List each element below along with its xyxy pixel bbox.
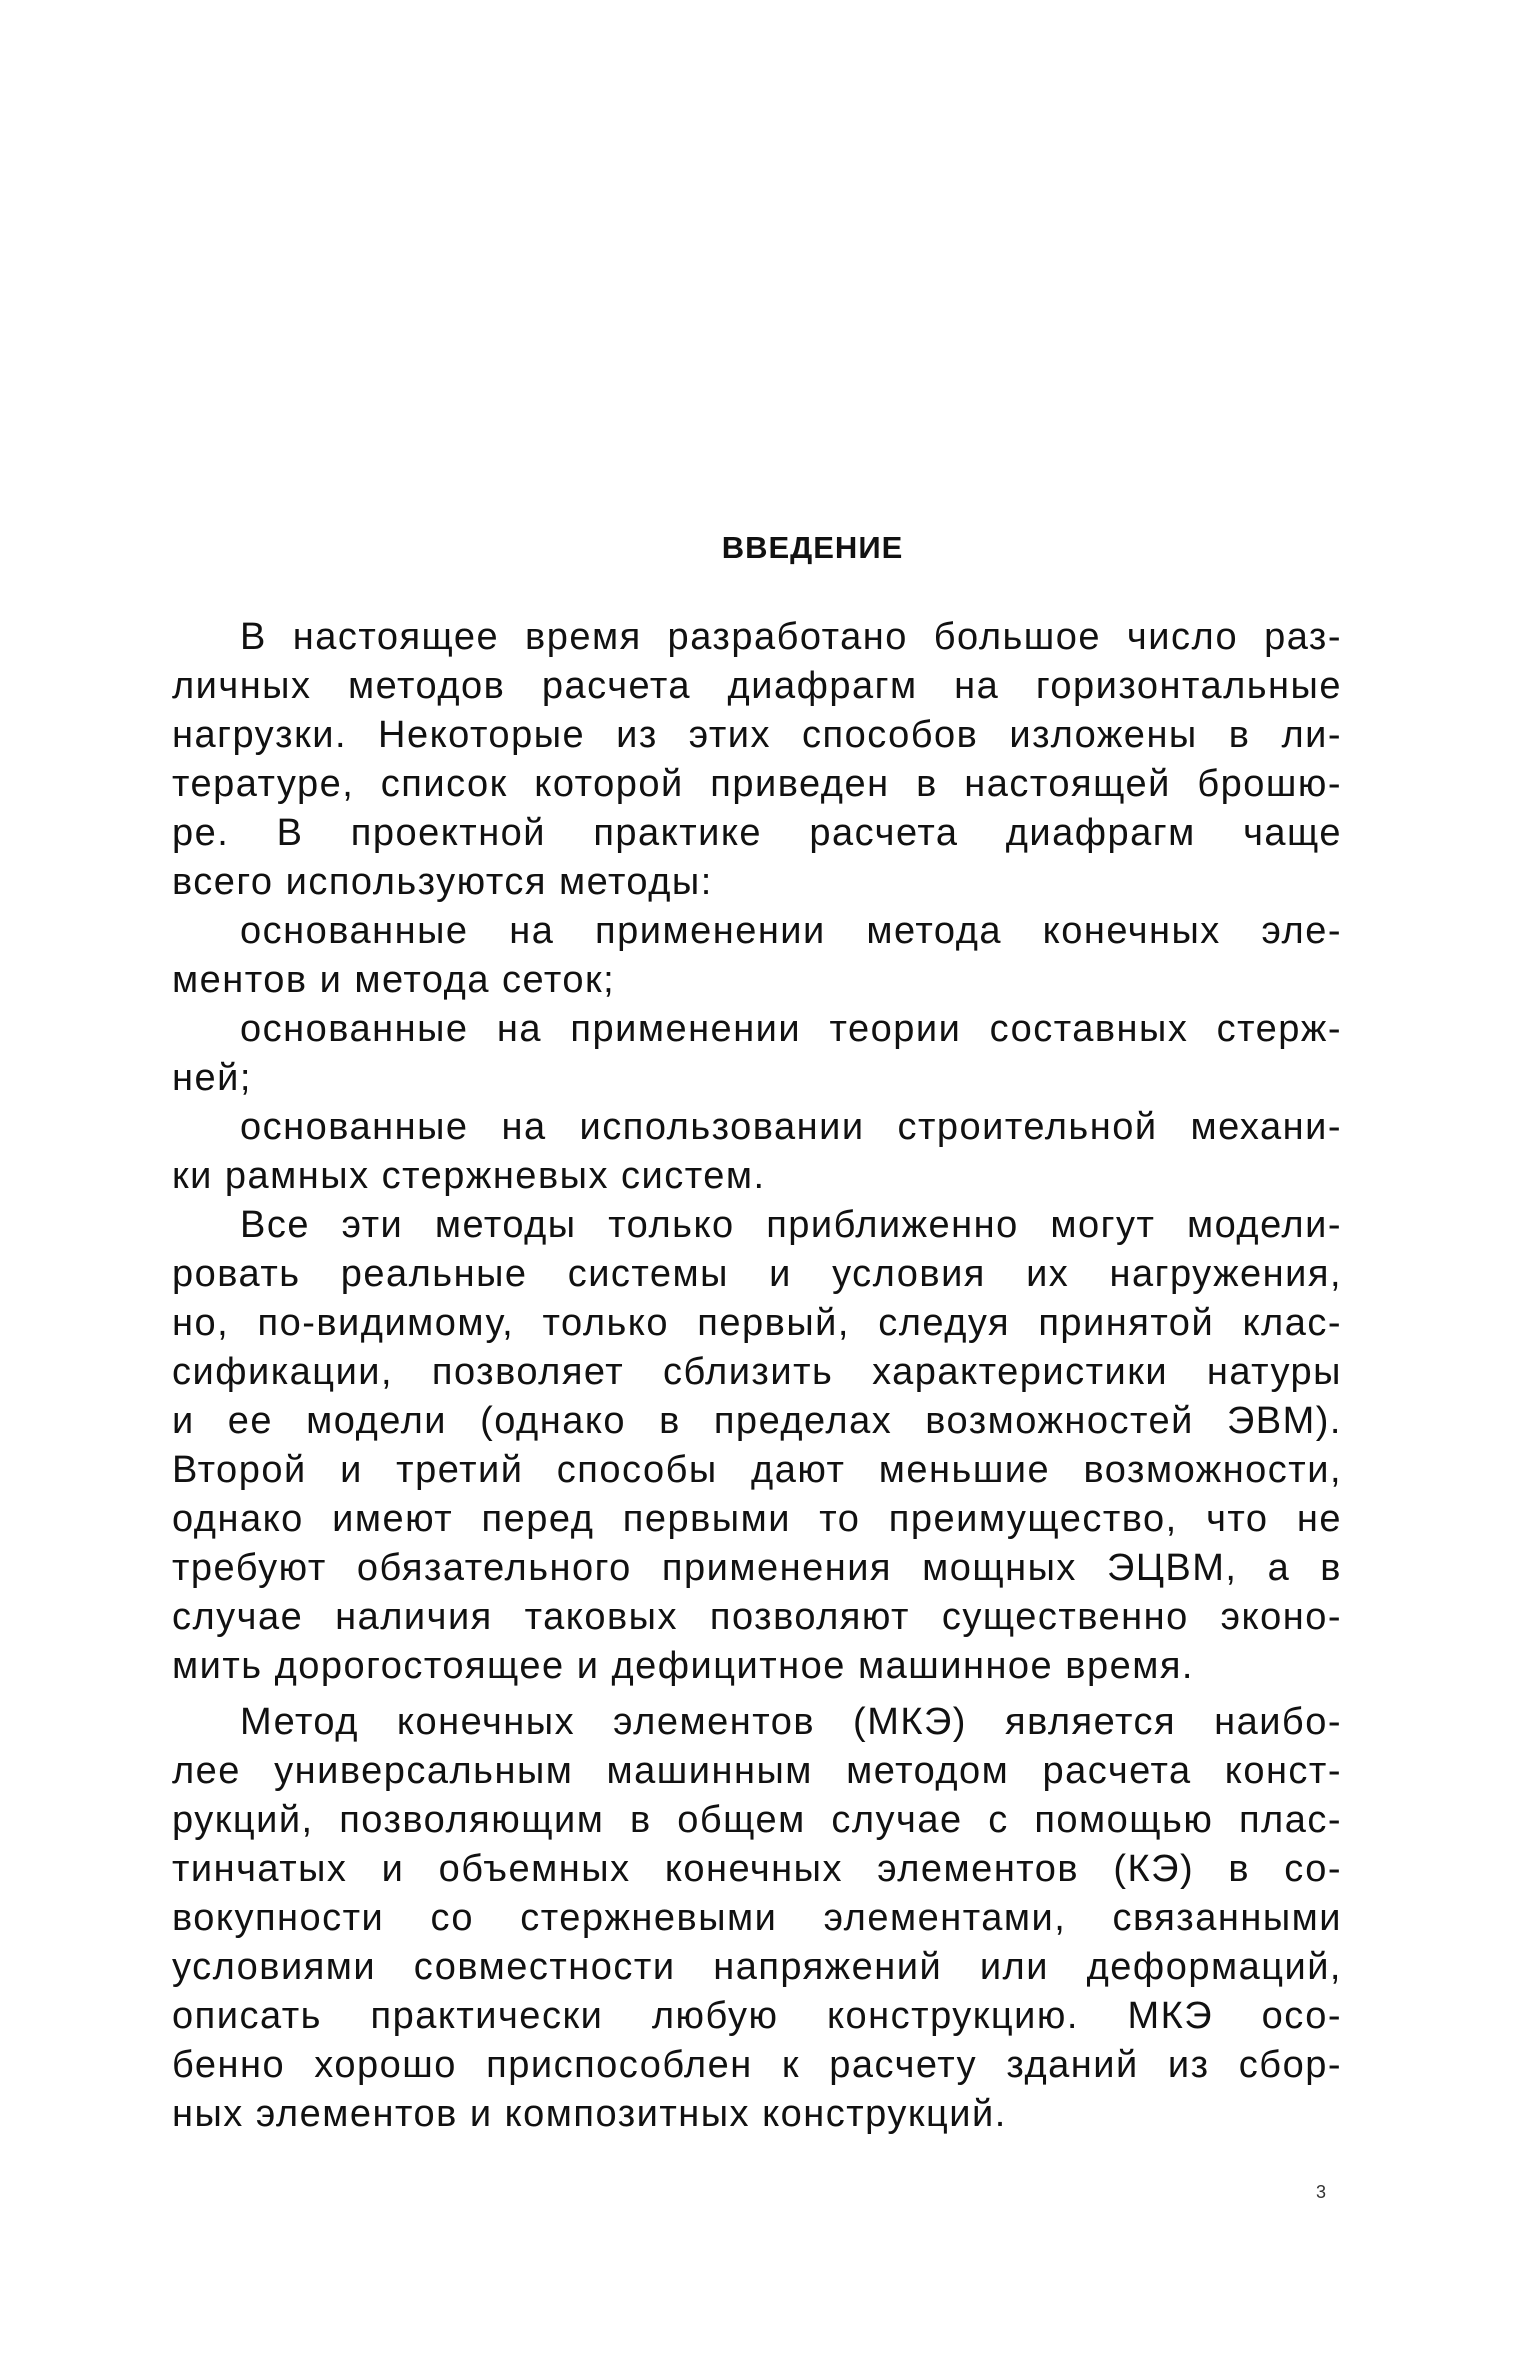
paragraph-line: всего используются методы:: [172, 861, 713, 903]
list-item-line: основанные на использовании строительной механи-: [240, 1106, 1342, 1148]
paragraph-line: случае наличия таковых позволяют существенно эконо-: [172, 1596, 1342, 1638]
paragraph-line: ровать реальные системы и условия их нагружения,: [172, 1253, 1342, 1295]
list-item-line: ки рамных стержневых систем.: [172, 1155, 766, 1197]
paragraph-line: описать практически любую конструкцию. МКЭ осо-: [172, 1995, 1342, 2037]
paragraph-line: Второй и третий способы дают меньшие возможности,: [172, 1449, 1342, 1491]
paragraph-line: бенно хорошо приспособлен к расчету зданий из сбор-: [172, 2044, 1342, 2086]
paragraph-line: В настоящее время разработано большое число раз-: [240, 616, 1342, 658]
paragraph-line: ре. В проектной практике расчета диафрагм чаще: [172, 812, 1342, 854]
page-title: ВВЕДЕНИЕ: [721, 530, 904, 565]
paragraph-line: рукций, позволяющим в общем случае с помощью плас-: [172, 1799, 1342, 1841]
list-item-line: основанные на применении теории составных стерж-: [240, 1008, 1342, 1050]
paragraph-line: но, по-видимому, только первый, следуя принятой клас-: [172, 1302, 1342, 1344]
paragraph-line: и ее модели (однако в пределах возможностей ЭВМ).: [172, 1400, 1342, 1442]
paragraph-line: Метод конечных элементов (МКЭ) является наибо-: [240, 1701, 1342, 1743]
paragraph-line: ных элементов и композитных конструкций.: [172, 2093, 1007, 2135]
paragraph-line: мить дорогостоящее и дефицитное машинное время.: [172, 1645, 1194, 1687]
list-item-line: ней;: [172, 1057, 252, 1099]
list-item-line: основанные на применении метода конечных эле-: [240, 910, 1342, 952]
paragraph-line: сификации, позволяет сблизить характеристики натуры: [172, 1351, 1342, 1393]
paragraph-line: лее универсальным машинным методом расчета конст-: [172, 1750, 1342, 1792]
paragraph-line: условиями совместности напряжений или деформаций,: [172, 1946, 1342, 1988]
paragraph-line: тературе, список которой приведен в настоящей брошю-: [172, 763, 1342, 805]
paragraph-line: личных методов расчета диафрагм на горизонтальные: [172, 665, 1342, 707]
page-number: 3: [1316, 2182, 1327, 2202]
list-item-line: ментов и метода сеток;: [172, 959, 616, 1001]
paragraph-line: тинчатых и объемных конечных элементов (КЭ) в со-: [172, 1848, 1342, 1890]
paragraph-line: однако имеют перед первыми то преимущество, что не: [172, 1498, 1342, 1540]
paragraph-line: вокупности со стержневыми элементами, связанными: [172, 1897, 1342, 1939]
paragraph-line: требуют обязательного применения мощных ЭЦВМ, а в: [172, 1547, 1342, 1589]
paragraph-line: Все эти методы только приближенно могут модели-: [240, 1204, 1342, 1246]
paragraph-line: нагрузки. Некоторые из этих способов изложены в ли-: [172, 714, 1342, 756]
